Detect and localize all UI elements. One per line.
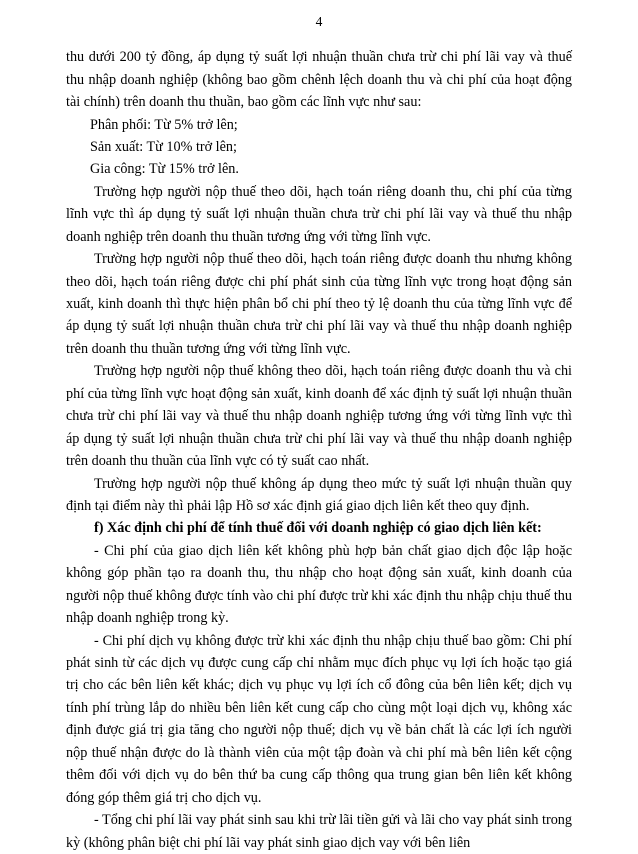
paragraph: Trường hợp người nộp thuế theo dõi, hạch toán riêng được doanh thu nhưng không theo dõi, hạch toán riêng được chi phí phát sinh của từng lĩnh vực trong hoạt động sản xuất, kinh doanh thì thực hiện phân bổ chi phí theo tỷ lệ doanh thu của từng lĩnh vực để áp dụng tỷ suất lợi nhuận thuần chưa trừ chi phí lãi vay và thuế thu nhập doanh nghiệp trên doanh thu thuần tương ứng với từng lĩnh vực. (66, 251, 572, 357)
paragraph: - Tổng chi phí lãi vay phát sinh sau khi trừ lãi tiền gửi và lãi cho vay phát sinh trong kỳ (không phân biệt chi phí lãi vay phát sinh giao dịch vay với bên liên (66, 812, 572, 851)
paragraph: Trường hợp người nộp thuế không theo dõi, hạch toán riêng được doanh thu và chi phí của từng lĩnh vực hoạt động sản xuất, kinh doanh để xác định tỷ suất lợi nhuận thuần chưa trừ chi phí lãi vay và thuế thu nhập doanh nghiệp tương ứng với từng lĩnh vực thì áp dụng tỷ suất lợi nhuận thuần chưa trừ chi phí lãi vay và thuế thu nhập doanh nghiệp trên doanh thu thuần của lĩnh vực có tỷ suất cao nhất. (66, 363, 572, 470)
paragraph: Trường hợp người nộp thuế không áp dụng theo mức tỷ suất lợi nhuận thuần quy định tại điểm này thì phải lập Hồ sơ xác định giá giao dịch liên kết theo quy định. (66, 475, 572, 514)
paragraph: Trường hợp người nộp thuế theo dõi, hạch toán riêng doanh thu, chi phí của từng lĩnh vực thì áp dụng tỷ suất lợi nhuận thuần chưa trừ chi phí lãi vay và thuế thu nhập doanh nghiệp trên doanh thu thuần tương ứng với từng lĩnh vực. (66, 183, 572, 245)
paragraph: thu dưới 200 tỷ đồng, áp dụng tỷ suất lợi nhuận thuần chưa trừ chi phí lãi vay và thuế thu nhập doanh nghiệp (không bao gồm chênh lệch doanh thu và chi phí của hoạt động tài chính) trên doanh thu thuần, bao gồm các lĩnh vực như sau: (66, 49, 572, 111)
paragraph: Phân phối: Từ 5% trở lên; (90, 116, 238, 133)
paragraph: Sản xuất: Từ 10% trở lên; (90, 138, 237, 155)
document-body (66, 46, 572, 854)
page-number: 4 (315, 14, 323, 29)
paragraph: - Chi phí của giao dịch liên kết không phù hợp bản chất giao dịch độc lập hoặc không góp phần tạo ra doanh thu, thu nhập cho hoạt động sản xuất, kinh doanh của người nộp thuế không được tính vào chi phí được trừ khi xác định thu nhập chịu thuế thu nhập doanh nghiệp trong kỳ. (66, 542, 572, 627)
paragraph: Gia công: Từ 15% trở lên. (90, 161, 239, 178)
section-heading-f: f) Xác định chi phí để tính thuế đối với doanh nghiệp có giao dịch liên kết: (94, 520, 542, 537)
paragraph: - Chi phí dịch vụ không được trừ khi xác định thu nhập chịu thuế bao gồm: Chi phí phát sinh từ các dịch vụ được cung cấp chỉ nhằm mục đích phục vụ lợi ích hoặc tạo giá trị cho các bên liên kết khác; dịch vụ phục vụ lợi ích cổ đông của bên liên kết; dịch vụ tính phí trùng lắp do nhiều bên liên kết cung cấp cho cùng một loại dịch vụ, không xác định được giá trị gia tăng cho người nộp thuế; dịch vụ về bản chất là các lợi ích người nộp thuế nhận được do là thành viên của một tập đoàn và chi phí mà bên liên kết cộng thêm đối với dịch vụ do bên thứ ba cung cấp thông qua trung gian bên liên kết không đóng góp thêm giá trị cho dịch vụ. (66, 632, 572, 806)
